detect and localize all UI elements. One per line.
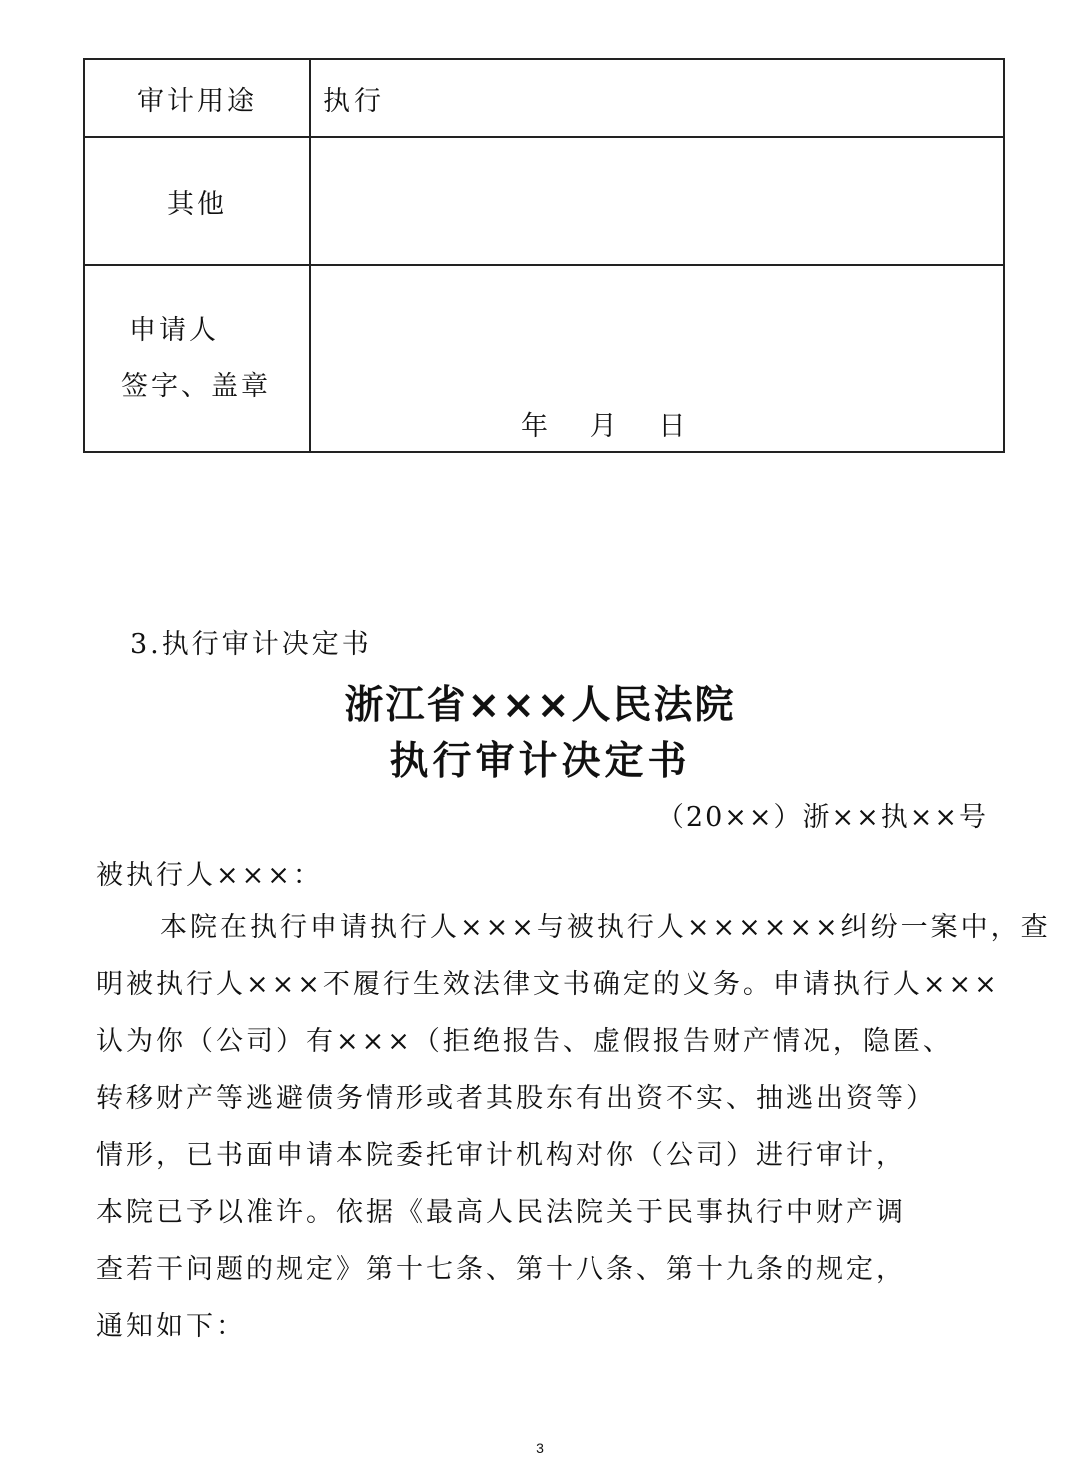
table-row bbox=[84, 265, 1004, 452]
applicant-signature-area bbox=[310, 265, 1004, 452]
body-line: 通知如下： bbox=[96, 1311, 246, 1342]
court-name: 浙江省×××人民法院 bbox=[344, 683, 736, 728]
signature-date: 年 月 日 bbox=[521, 411, 690, 442]
table-row bbox=[84, 59, 1004, 137]
other-label: 其他 bbox=[84, 137, 310, 265]
body-line: 转移财产等逃避债务情形或者其股东有出资不实、抽逃出资等） bbox=[96, 1083, 936, 1114]
table-row bbox=[84, 137, 1004, 265]
applicant-signature-label bbox=[84, 265, 310, 452]
other-value bbox=[310, 137, 1004, 265]
audit-purpose-label: 审计用途 bbox=[84, 59, 310, 137]
section-title: 3.执行审计决定书 bbox=[130, 629, 372, 660]
body-line: 明被执行人×××不履行生效法律文书确定的义务。申请执行人××× bbox=[96, 969, 1000, 1000]
case-number: （20××）浙××执××号 bbox=[656, 802, 988, 833]
addressee: 被执行人×××： bbox=[96, 860, 323, 891]
signature-seal-label: 签字、盖章 bbox=[121, 370, 271, 402]
body-line: 本院已予以准许。依据《最高人民法院关于民事执行中财产调 bbox=[96, 1197, 906, 1228]
body-line: 认为你（公司）有×××（拒绝报告、虚假报告财产情况，隐匿、 bbox=[96, 1026, 953, 1057]
body-line: 本院在执行申请执行人×××与被执行人××××××纠纷一案中，查 bbox=[160, 912, 1051, 943]
application-form-table bbox=[83, 58, 1005, 453]
decision-body bbox=[96, 910, 1051, 1366]
document-name: 执行审计决定书 bbox=[389, 739, 691, 784]
body-line: 情形，已书面申请本院委托审计机构对你（公司）进行审计， bbox=[96, 1140, 906, 1171]
audit-purpose-value: 执行 bbox=[310, 59, 1004, 137]
body-line: 查若干问题的规定》第十七条、第十八条、第十九条的规定， bbox=[96, 1254, 906, 1285]
applicant-label: 申请人 bbox=[129, 314, 219, 346]
page-number: 3 bbox=[536, 1440, 544, 1456]
